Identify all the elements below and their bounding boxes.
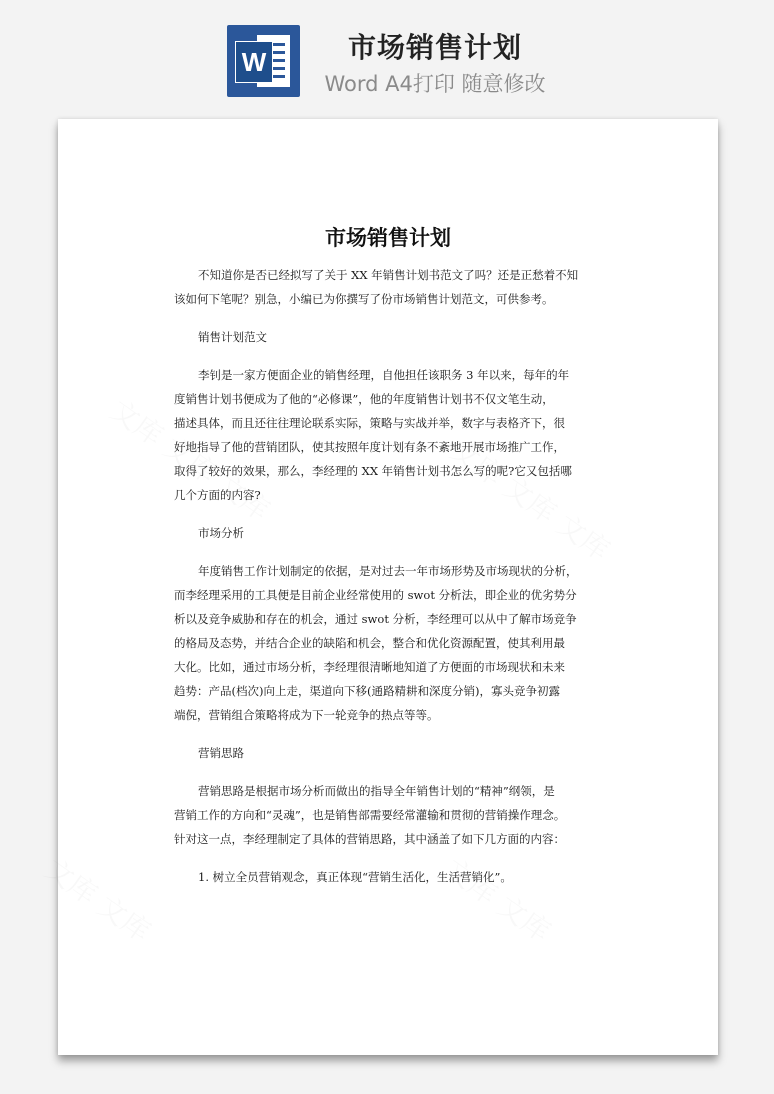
- text-line: 李钊是一家方便面企业的销售经理，自他担任该职务 3 年以来，每年的年: [198, 368, 570, 382]
- text-line: 几个方面的内容?: [174, 488, 261, 502]
- text-line: 营销思路是根据市场分析而做出的指导全年销售计划的“精神”纲领，是: [198, 784, 555, 798]
- text-line: 度销售计划书便成为了他的“必修课”，他的年度销售计划书不仅文笔生动，: [174, 392, 554, 406]
- watermark: [37, 848, 159, 950]
- section-heading: 市场分析: [198, 526, 244, 540]
- document-page: [58, 119, 718, 1055]
- word-document-icon: [227, 25, 300, 97]
- banner-title: 市场销售计划: [347, 31, 522, 64]
- section-heading: 营销思路: [198, 746, 244, 760]
- word-icon-letter: W: [235, 41, 273, 83]
- paragraph-marketing-ideas: [174, 779, 606, 851]
- text-line: 的格局及态势，并结合企业的缺陷和机会，整合和优化资源配置，使其利用最: [174, 636, 565, 650]
- text-line: 不知道你是否已经拟写了关于 XX 年销售计划书范文了吗？还是正愁着不知: [198, 268, 579, 282]
- text-line: 该如何下笔呢？别急，小编已为你撰写了份市场销售计划范文，可供参考。: [174, 292, 554, 306]
- text-line: 营销工作的方向和“灵魂”，也是销售部需要经常灌输和贯彻的营销操作理念。: [174, 808, 566, 822]
- text-line: 大化。比如，通过市场分析，李经理很清晰地知道了方便面的市场现状和未来: [174, 660, 565, 674]
- text-line: 针对这一点，李经理制定了具体的营销思路，其中涵盖了如下几方面的内容：: [174, 832, 565, 846]
- text-line: 年度销售工作计划制定的依据，是对过去一年市场形势及市场现状的分析，: [198, 564, 578, 578]
- text-line: 好地指导了他的营销团队，使其按照年度计划有条不紊地开展市场推广工作，: [174, 440, 565, 454]
- text-line: 析以及竞争威胁和存在的机会，通过 swot 分析，李经理可以从中了解市场竞争: [174, 612, 577, 626]
- banner-subtitle: Word A4打印 随意修改: [324, 72, 546, 96]
- paragraph-market-analysis: [174, 559, 606, 727]
- banner-header: [0, 0, 774, 118]
- document-body: [174, 263, 606, 889]
- text-line: 趋势：产品(档次)向上走，渠道向下移(通路精耕和深度分销)，寡头竞争初露: [174, 684, 560, 698]
- text-line: 而李经理采用的工具便是目前企业经常使用的 swot 分析法，即企业的优劣势分: [174, 588, 577, 602]
- text-line: 取得了较好的效果，那么，李经理的 XX 年销售计划书怎么写的呢?它又包括哪: [174, 464, 572, 478]
- document-title: 市场销售计划: [325, 226, 451, 250]
- list-item: 1. 树立全员营销观念，真正体现“营销生活化，生活营销化”。: [198, 870, 512, 884]
- section-heading: 销售计划范文: [198, 330, 267, 344]
- intro-paragraph: [174, 263, 606, 311]
- paragraph-sales-plan: [174, 363, 606, 507]
- text-line: 端倪，营销组合策略将成为下一轮竞争的热点等等。: [174, 708, 439, 722]
- text-line: 描述具体，而且还往往理论联系实际，策略与实战并举，数字与表格齐下，很: [174, 416, 565, 430]
